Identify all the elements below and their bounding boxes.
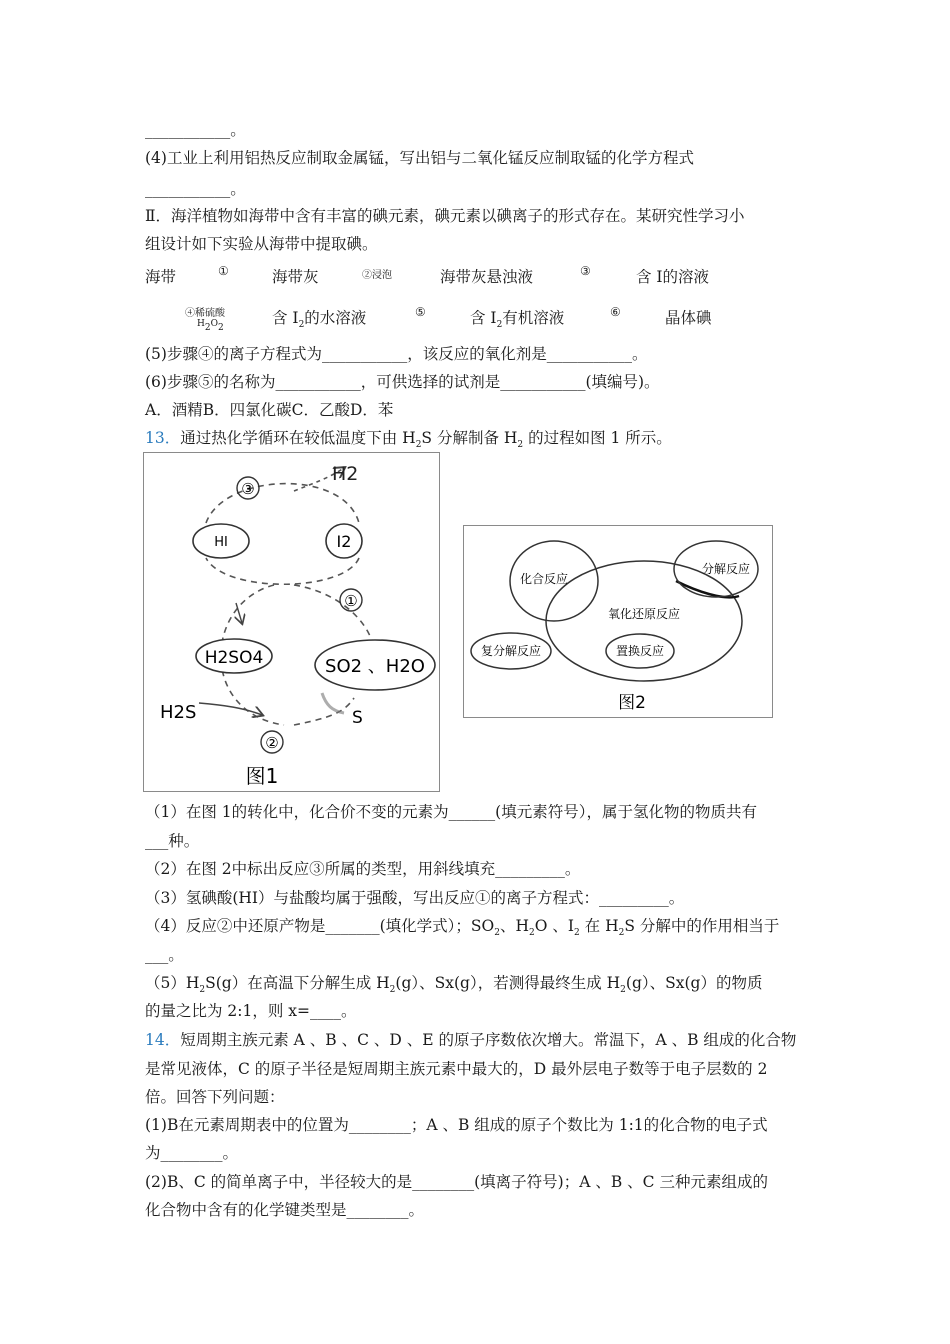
q13-sub5-line2: 的量之比为 2:1，则 x=____。	[145, 1002, 357, 1020]
step-2-label: ②	[265, 734, 279, 752]
flow-kelp-ash: 海带灰	[272, 268, 319, 286]
q14-sub2-line2: 化合物中含有的化学键类型是________。	[145, 1201, 425, 1219]
flow-kelp: 海带	[145, 268, 177, 286]
figure-1-caption: 图1	[245, 764, 279, 788]
down-arrow	[236, 603, 242, 623]
h2-label: H2	[332, 463, 359, 485]
q13-sub2: （2）在图 2中标出反应③所属的类型，用斜线填充_________。	[145, 860, 581, 878]
flow-iodine-organic: 含 $I_2$有机溶液	[470, 309, 565, 330]
so2-h2o-label: SO2 、H2O	[325, 656, 425, 677]
q13-sub5-line1: $(5)H_2S(g)$在高温下分解生成 $H_2(g)$、Sx(g），若测得最终生成 $H_2(g)$、Sx(g）的物质	[145, 974, 763, 995]
question-6-text: (6)步骤⑤的名称为___________，可供选择的试剂是___________(填编号)。	[145, 373, 660, 391]
h2s-label: H2S	[160, 702, 197, 723]
figure-2-caption: 图2	[618, 693, 646, 713]
flow-iodide-solution: 含 I的溶液	[636, 268, 710, 286]
answer-blank-line: ___________。	[145, 180, 246, 198]
upper-cycle-arc-bottom	[206, 558, 359, 584]
q13-sub1-line2: ___种。	[145, 832, 200, 850]
q13-sub3: （3）氢碘酸(HI）与盐酸均属于强酸，写出反应①的离子方程式：_________。	[145, 889, 685, 907]
flow-step-5: ⑤	[415, 305, 426, 319]
h2s-input-arrow	[199, 703, 262, 715]
lower-cycle-arc-bottom	[294, 698, 354, 725]
hi-label: HI	[214, 535, 228, 550]
upper-cycle-arc-top	[206, 484, 359, 523]
flow-ash-suspension: 海带灰悬浊液	[440, 268, 534, 286]
flow-step-4: ④稀硫酸	[185, 308, 225, 319]
question-5-text: (5)步骤④的离子方程式为___________，该反应的氧化剂是___________。	[145, 345, 648, 363]
flow-crystal-iodine: 晶体碘	[665, 309, 712, 327]
redox-ellipse	[546, 561, 742, 681]
s-label: S	[352, 708, 363, 728]
q14-sub1-line1: (1)B在元素周期表中的位置为________；A 、B 组成的原子个数比为 1:1的化合物的电子式	[145, 1116, 768, 1134]
flow-step-6: ⑥	[610, 305, 621, 319]
double-decomposition-label: 复分解反应	[480, 644, 542, 658]
step-3-label: ③	[241, 480, 255, 498]
flow-step-4-reagent: H2O2	[197, 319, 224, 333]
combination-label: 化合反应	[519, 572, 569, 586]
h2so4-label: H2SO4	[204, 648, 264, 668]
redox-label: 氧化还原反应	[607, 607, 681, 621]
flow-step-1: ①	[218, 264, 229, 278]
part2-intro-line1: Ⅱ．海洋植物如海带中含有丰富的碘元素，碘元素以碘离子的形式存在。某研究性学习小	[145, 207, 745, 225]
figure-2-svg	[464, 526, 772, 717]
q14-sub2-line1: (2)B、C 的简单离子中，半径较大的是________(填离子符号)；A 、B 、C 三种元素组成的	[145, 1173, 768, 1191]
i2-label: I2	[336, 532, 352, 551]
flow-step-3: ③	[580, 264, 591, 278]
decomposition-label: 分解反应	[701, 562, 751, 576]
q13-sub4-line2: ___。	[145, 946, 184, 964]
question-number: 14．	[145, 1031, 181, 1049]
figure-1-cycle-diagram	[143, 452, 440, 792]
figure-1-svg	[144, 453, 439, 791]
displacement-label: 置换反应	[615, 644, 665, 658]
question-14-stem-line2: 是常见液体，C 的原子半径是短周期主族元素中最大的，D 最外层电子数等于电子层数的 2	[145, 1060, 768, 1078]
flow-iodine-aqueous: 含 $I_2$的水溶液	[272, 309, 367, 330]
question-14-stem-line3: 倍。回答下列问题：	[145, 1088, 285, 1106]
question-6-options: A．酒精B．四氯化碳C．乙酸D．苯	[145, 401, 394, 419]
question-number: 13．	[145, 429, 181, 447]
question-4-text: (4)工业上利用铝热反应制取金属锰，写出铝与二氧化锰反应制取锰的化学方程式	[145, 149, 694, 167]
question-13-stem: 13．通过热化学循环在较低温度下由 $H_2S$ 分解制备 $H_2$ 的过程如图 1 所示。	[145, 429, 672, 450]
question-14-stem-line1: 14．短周期主族元素 A 、B 、C 、D 、E 的原子序数依次增大。常温下，A 、B 组成的化合物	[145, 1031, 797, 1049]
q14-sub1-line2: 为________。	[145, 1144, 239, 1162]
figure-2-venn-diagram	[463, 525, 773, 718]
answer-blank-line: ___________。	[145, 121, 246, 139]
flow-step-2: ②浸泡	[362, 270, 392, 281]
q13-sub4-line1: （4）反应②中还原产物是_______(填化学式）；$SO_2$、$H_2O$ 、$I_2$ 在 $H_2S$ 分解中的作用相当于	[145, 917, 780, 938]
step-1-label: ①	[344, 592, 358, 610]
part2-intro-line2: 组设计如下实验从海带中提取碘。	[145, 235, 378, 253]
q13-sub1-line1: （1）在图 1的转化中，化合价不变的元素为______(填元素符号），属于氢化物的物质共有	[145, 803, 757, 821]
